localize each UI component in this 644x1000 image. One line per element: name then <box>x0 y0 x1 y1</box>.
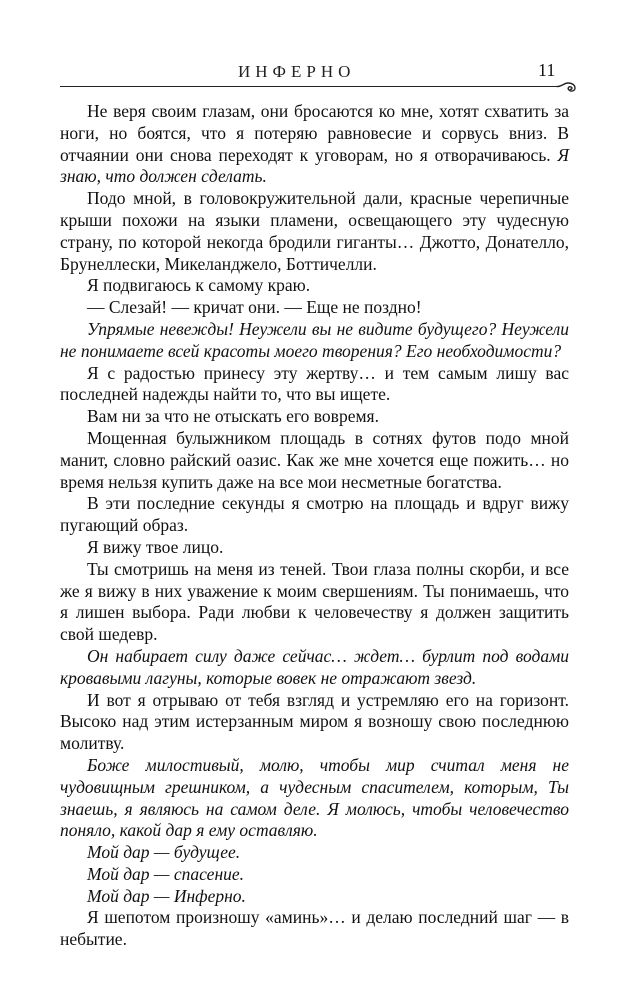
paragraph: Не веря своим глазам, они бросаются ко мне, хотят схватить за ноги, но боятся, что я потеряю равновесие и сорвусь вниз. В отчаянии они снова переходят к уговорам, но я отворачиваюсь. Я знаю, что должен сделать. <box>60 101 570 187</box>
paragraph: Я вижу твое лицо. <box>87 536 224 557</box>
italic-paragraph: Мой дар — Инферно. <box>87 885 246 906</box>
paragraph: Мощенная булыжником площадь в сотнях футов подо мной манит, словно райский оазис. Как же мне хочется еще пожить… но время нельзя купить даже на все мои несметные богатства. <box>60 427 569 492</box>
italic-phrase: Я знаю, что должен сделать. <box>60 144 570 187</box>
italic-paragraph: Он набирает силу даже сейчас… ждет… бурлит под водами кровавыми лагуны, которые вовек не отражают звезд. <box>60 645 569 688</box>
paragraph: Вам ни за что не отыскать его вовремя. <box>87 406 379 427</box>
swirl-ornament-icon <box>556 80 578 94</box>
header-rule <box>60 86 560 87</box>
paragraph: Ты смотришь на меня из теней. Твои глаза полны скорби, и все же я вижу в них уважение к моим свершениям. Ты понимаешь, что я лишен выбора. Ради любви к человечеству я должен защитить свой шедевр. <box>60 558 569 645</box>
running-header-title: ИНФЕРНО <box>238 62 356 81</box>
dialogue-line: — Слезай! — кричат они. — Еще не поздно! <box>87 297 422 318</box>
italic-paragraph: Мой дар — будущее. <box>87 842 241 863</box>
paragraph: Я с радостью принесу эту жертву… и тем самым лишу вас последней надежды найти то, что вы ищете. <box>60 362 569 405</box>
italic-paragraph: Боже милостивый, молю, чтобы мир считал меня не чудовищным грешником, а чудесным спасителем, которым, Ты знаешь, я являюсь на самом деле. Я молюсь, чтобы человечество поняло, какой дар я ему оставляю. <box>60 754 569 841</box>
paragraph: Я подвигаюсь к самому краю. <box>87 275 311 296</box>
italic-paragraph: Упрямые невежды! Неужели вы не видите будущего? Неужели не понимаете всей красоты моего творения? Его необходимости? <box>60 318 569 361</box>
body-text <box>60 101 569 951</box>
paragraph: Я шепотом произношу «аминь»… и делаю последний шаг — в небытие. <box>60 907 569 950</box>
paragraph: И вот я отрываю от тебя взгляд и устремляю его на горизонт. Высоко над этим истерзанным миром я возношу свою последнюю молитву. <box>60 689 569 754</box>
paragraph: Подо мной, в головокружительной дали, красные черепичные крыши похожи на языки пламени, освещающего эту чудесную страну, по которой некогда бродили гиганты… Джотто, Донателло, Брунеллески, Микеланджело, Боттичелли. <box>60 188 569 274</box>
paragraph: В эти последние секунды я смотрю на площадь и вдруг вижу пугающий образ. <box>60 493 569 536</box>
page-number: 11 <box>538 60 556 80</box>
italic-paragraph: Мой дар — спасение. <box>87 863 245 884</box>
